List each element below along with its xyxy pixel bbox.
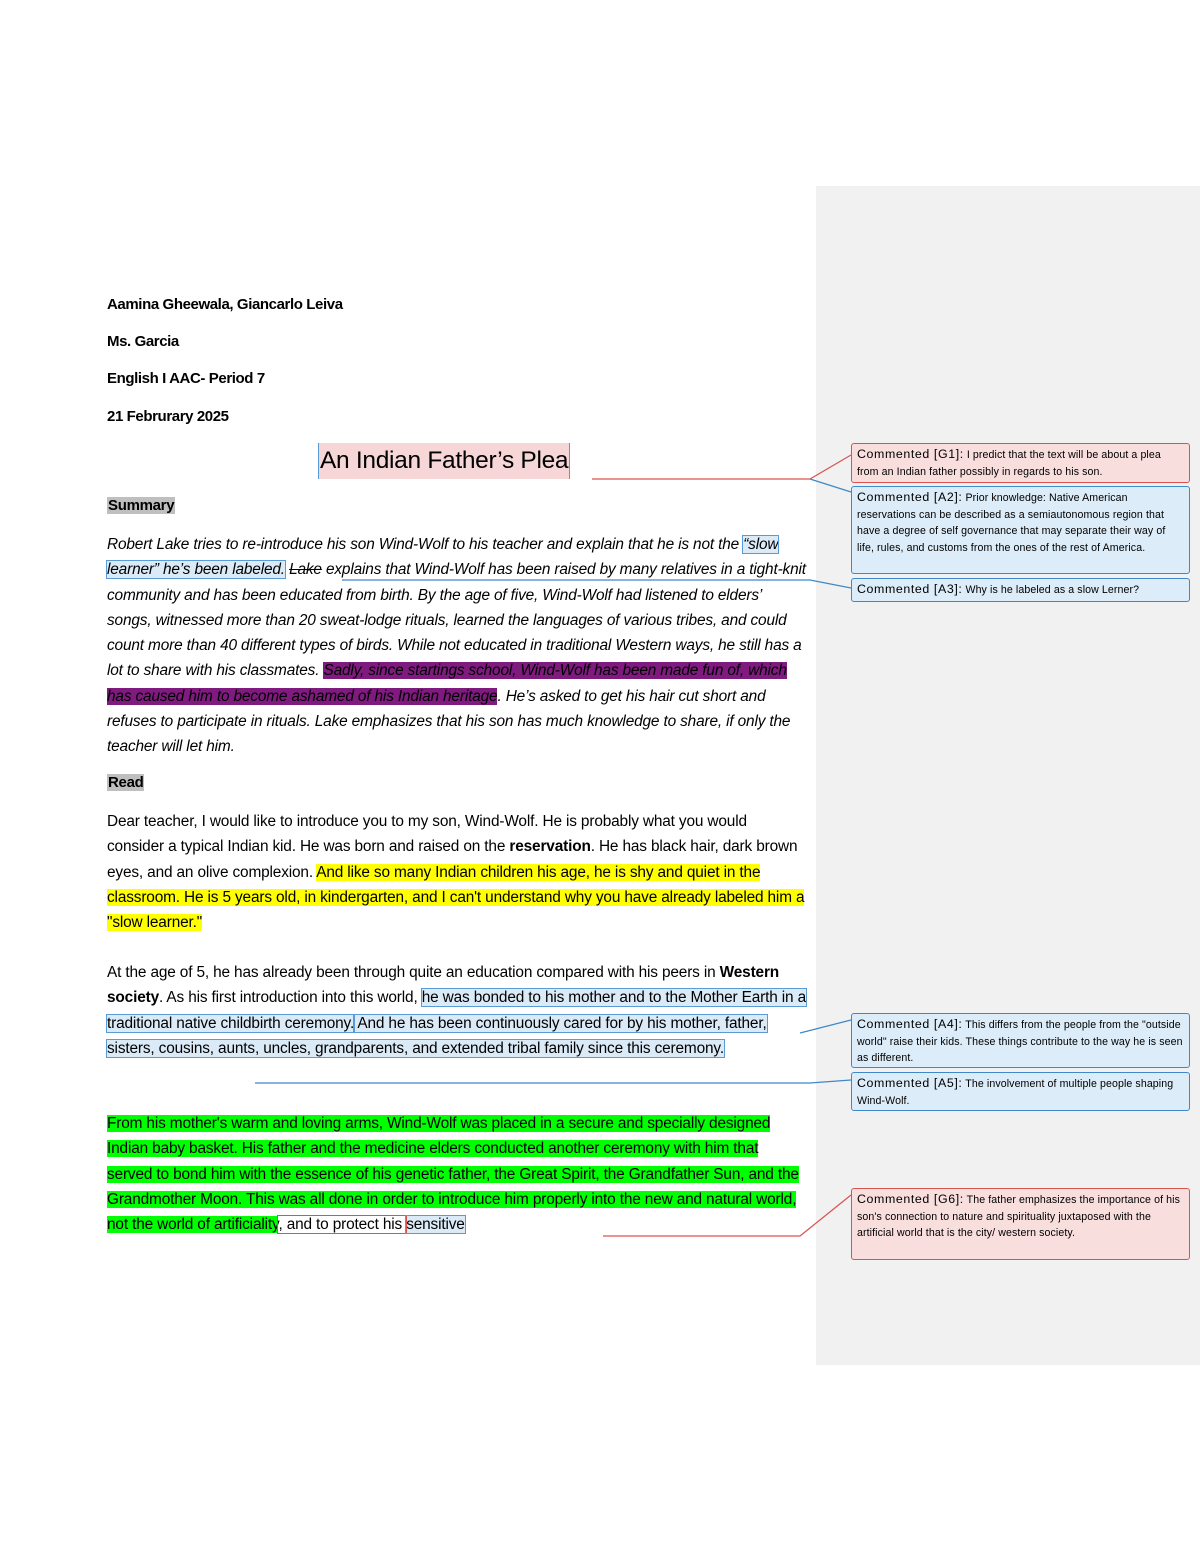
read-p2-text-2: . As his first introduction into this world, — [159, 989, 422, 1007]
comment-text: Why is he labeled as a slow Lerner? — [965, 584, 1140, 596]
comment-text: I predict that the text will be about a plea from an Indian father possibly in regards to his son. — [857, 449, 1161, 478]
teacher-name: Ms. Garcia — [107, 333, 179, 350]
read-p3-text: , and to protect his — [278, 1216, 407, 1234]
comment-author-label: Commented [A2]: — [857, 490, 963, 504]
read-p1-text: Dear teacher, I would like to introduce you to my son, Wind-Wolf. He is probably what you would consider a typical Indian kid. He was born and raised on the — [107, 813, 747, 856]
comment-author-label: Commented [A3]: — [857, 582, 963, 596]
comment-g1[interactable] — [851, 443, 1190, 483]
western-society-term: Western society — [107, 964, 780, 1007]
connector-g6 — [603, 1195, 851, 1236]
comment-text: This differs from the people from the "outside world" raise their kids. These things contribute to the way he is seen as different. — [857, 1019, 1183, 1065]
connector-a2 — [810, 479, 851, 492]
summary-text-1: Robert Lake tries to re-introduce his son Wind-Wolf to his teacher and explain that he is not the — [107, 536, 740, 553]
summary-purple-highlight[interactable]: Sadly, since startings school, Wind-Wolf has been made fun of, which has caused him to become ashamed of his Indian heritage — [107, 662, 787, 705]
document-title[interactable]: An Indian Father’s Plea — [318, 443, 570, 479]
comment-text: The father emphasizes the importance of his son's connection to nature and spirituality juxtaposed with the artificial world that is the city/ western society. — [857, 1194, 1180, 1240]
connector-a5 — [255, 1080, 851, 1083]
comment-author-label: Commented [A5]: — [857, 1076, 963, 1090]
read-p1-text-2: . He has black hair, dark brown eyes, and an olive complexion. — [107, 838, 798, 881]
summary-text-2: explains that Wind-Wolf has been raised by many relatives in a tight-knit community and has been educated from birth. By the age of five, Wind-Wolf had listened to elders’ songs, witnessed more than 20 sweat-lodge rituals, learned the languages of various tribes, and could count more than 40 different types of birds. While not educated in traditional Western ways, he still has a lot to share with his classmates. — [107, 561, 806, 680]
comment-text: The involvement of multiple people shaping Wind-Wolf. — [857, 1078, 1174, 1107]
blue-highlight-bonded[interactable]: he was bonded to his mother and to the Mother Earth in a traditional native childbirth ceremony. — [107, 989, 807, 1032]
author-names: Aamina Gheewala, Giancarlo Leiva — [107, 296, 343, 313]
summary-deleted-text: Lake — [289, 561, 322, 579]
connector-a3 — [342, 580, 851, 588]
document-date: 21 Februrary 2025 — [107, 408, 229, 425]
summary-slow-learner-highlight[interactable]: “slow learner” he’s been labeled. — [107, 536, 779, 579]
read-p2-text: At the age of 5, he has already been through quite an education compared with his peers in — [107, 964, 720, 981]
comment-a4[interactable] — [851, 1013, 1190, 1068]
comment-author-label: Commented [G1]: — [857, 447, 964, 461]
read-heading: Read — [108, 774, 144, 791]
comment-a3[interactable] — [851, 578, 1190, 602]
summary-heading: Summary — [108, 497, 175, 514]
comment-text: Prior knowledge: Native American reservations can be described as a semiautonomous region that have a degree of self governance that may separate their way of life, rules, and customs from the ones of the rest of America. — [857, 492, 1166, 554]
reservation-term: reservation — [509, 838, 591, 856]
comment-a5[interactable] — [851, 1072, 1190, 1111]
blue-highlight-sensitive[interactable]: sensitive — [406, 1216, 465, 1234]
yellow-highlight[interactable]: And like so many Indian children his age, he is shy and quiet in the classroom. He is 5 years old, in kindergarten, and I can't understand why you have already labeled him a "slow learner." — [107, 863, 805, 932]
course-name: English I AAC- Period 7 — [107, 370, 265, 387]
comment-g6[interactable] — [851, 1188, 1190, 1260]
summary-text-3: . He’s asked to get his hair cut short and refuses to participate in rituals. Lake emphasizes that his son has much knowledge to share, if only the teacher will let him. — [107, 687, 791, 756]
green-highlight[interactable]: From his mother's warm and loving arms, Wind-Wolf was placed in a secure and specially designed Indian baby basket. His father and the medicine elders conducted another ceremony with him that served to bond him with the essence of his genetic father, the Great Spirit, the Grandfather Sun, and the Grandmother Moon. This was all done in order to introduce him properly into the new and natural world, not the world of artificiality — [107, 1115, 799, 1234]
comment-a2[interactable] — [851, 486, 1190, 574]
comment-author-label: Commented [A4]: — [857, 1017, 963, 1031]
comment-author-label: Commented [G6]: — [857, 1192, 964, 1206]
connector-g1 — [592, 455, 851, 479]
blue-highlight-cared-for[interactable]: And he has been continuously cared for by his mother, father, sisters, cousins, aunts, uncles, grandparents, and extended tribal family since this ceremony. — [107, 1014, 767, 1057]
connector-a4 — [800, 1020, 851, 1033]
